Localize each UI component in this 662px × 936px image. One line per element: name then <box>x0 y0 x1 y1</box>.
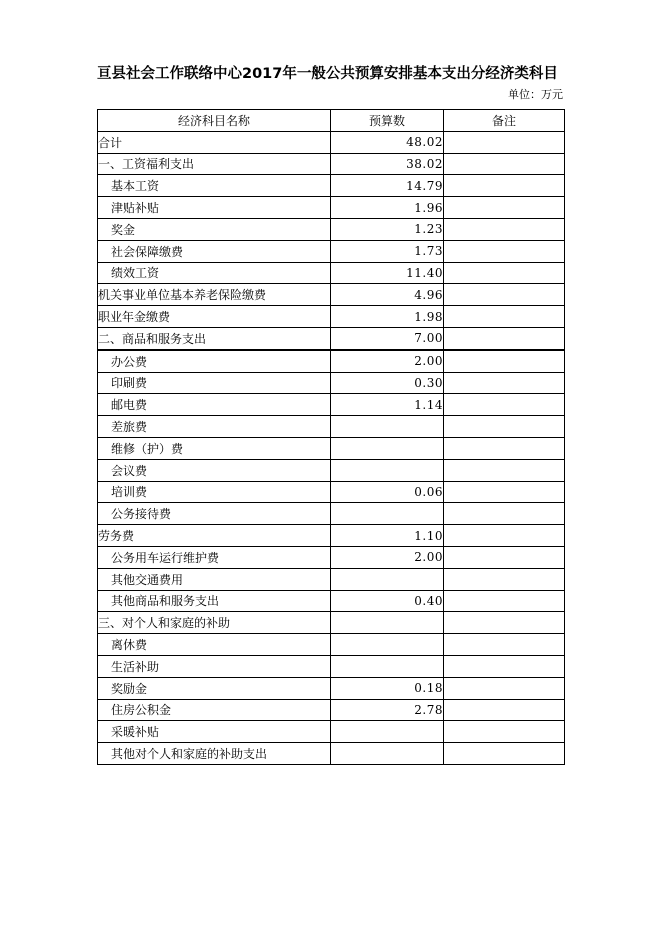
row-item-name: 基本工资 <box>98 175 331 197</box>
row-item-name: 二、商品和服务支出 <box>98 327 331 349</box>
table-row <box>98 568 565 590</box>
row-budget-value: 38.02 <box>331 153 444 175</box>
table-row <box>98 655 565 677</box>
row-item-name: 培训费 <box>98 481 331 503</box>
row-budget-value <box>331 743 444 765</box>
row-budget-value: 4.96 <box>331 284 444 306</box>
row-budget-value: 1.98 <box>331 306 444 328</box>
row-item-name: 奖励金 <box>98 677 331 699</box>
table-row <box>98 131 565 153</box>
header-budget: 预算数 <box>331 110 444 132</box>
row-note <box>444 240 565 262</box>
table-row <box>98 743 565 765</box>
row-note <box>444 655 565 677</box>
row-item-name: 差旅费 <box>98 416 331 438</box>
row-budget-value: 14.79 <box>331 175 444 197</box>
row-note <box>444 743 565 765</box>
row-budget-value <box>331 459 444 481</box>
table-row <box>98 634 565 656</box>
row-item-name: 邮电费 <box>98 394 331 416</box>
row-item-name: 一、工资福利支出 <box>98 153 331 175</box>
table-row <box>98 612 565 634</box>
row-note <box>444 306 565 328</box>
row-item-name: 社会保障缴费 <box>98 240 331 262</box>
row-item-name: 公务接待费 <box>98 503 331 525</box>
table-body <box>98 131 565 764</box>
table-row <box>98 481 565 503</box>
table-row <box>98 503 565 525</box>
row-note <box>444 525 565 547</box>
header-row <box>98 110 565 132</box>
row-item-name: 离休费 <box>98 634 331 656</box>
row-item-name: 合计 <box>98 131 331 153</box>
row-item-name: 其他交通费用 <box>98 568 331 590</box>
row-note <box>444 590 565 612</box>
row-note <box>444 546 565 568</box>
table-row <box>98 721 565 743</box>
row-note <box>444 394 565 416</box>
header-note: 备注 <box>444 110 565 132</box>
row-budget-value: 1.10 <box>331 525 444 547</box>
row-note <box>444 284 565 306</box>
table-row <box>98 153 565 175</box>
row-note <box>444 416 565 438</box>
row-budget-value <box>331 721 444 743</box>
row-budget-value: 1.96 <box>331 197 444 219</box>
table-row <box>98 306 565 328</box>
row-budget-value: 0.30 <box>331 372 444 394</box>
row-note <box>444 131 565 153</box>
page-title: 亘县社会工作联络中心2017年一般公共预算安排基本支出分经济类科目 <box>97 66 558 82</box>
row-item-name: 采暖补贴 <box>98 721 331 743</box>
row-budget-value <box>331 634 444 656</box>
table-row <box>98 240 565 262</box>
table-row <box>98 327 565 349</box>
row-note <box>444 699 565 721</box>
row-note <box>444 437 565 459</box>
table-row <box>98 525 565 547</box>
row-budget-value <box>331 612 444 634</box>
row-budget-value: 1.73 <box>331 240 444 262</box>
row-note <box>444 721 565 743</box>
row-note <box>444 327 565 349</box>
row-note <box>444 568 565 590</box>
row-note <box>444 634 565 656</box>
row-item-name: 印刷费 <box>98 372 331 394</box>
row-note <box>444 175 565 197</box>
row-item-name: 三、对个人和家庭的补助 <box>98 612 331 634</box>
row-item-name: 生活补助 <box>98 655 331 677</box>
row-budget-value: 0.18 <box>331 677 444 699</box>
unit-label: 单位：万元 <box>508 88 563 101</box>
row-item-name: 公务用车运行维护费 <box>98 546 331 568</box>
budget-table <box>97 109 565 765</box>
row-note <box>444 262 565 284</box>
row-item-name: 绩效工资 <box>98 262 331 284</box>
row-item-name: 劳务费 <box>98 525 331 547</box>
row-item-name: 津贴补贴 <box>98 197 331 219</box>
row-budget-value: 2.78 <box>331 699 444 721</box>
row-budget-value <box>331 416 444 438</box>
row-budget-value <box>331 437 444 459</box>
row-item-name: 职业年金缴费 <box>98 306 331 328</box>
table-row <box>98 699 565 721</box>
table-row <box>98 546 565 568</box>
table-row <box>98 372 565 394</box>
row-budget-value: 7.00 <box>331 327 444 349</box>
row-item-name: 其他商品和服务支出 <box>98 590 331 612</box>
row-item-name: 维修（护）费 <box>98 437 331 459</box>
table-row <box>98 394 565 416</box>
table-row <box>98 175 565 197</box>
row-item-name: 机关事业单位基本养老保险缴费 <box>98 284 331 306</box>
row-budget-value: 11.40 <box>331 262 444 284</box>
row-note <box>444 612 565 634</box>
row-note <box>444 350 565 372</box>
table-row <box>98 284 565 306</box>
row-note <box>444 153 565 175</box>
table-row <box>98 218 565 240</box>
table-row <box>98 262 565 284</box>
row-note <box>444 218 565 240</box>
row-budget-value: 2.00 <box>331 546 444 568</box>
row-item-name: 其他对个人和家庭的补助支出 <box>98 743 331 765</box>
row-item-name: 奖金 <box>98 218 331 240</box>
table-row <box>98 437 565 459</box>
row-budget-value <box>331 503 444 525</box>
header-item-name: 经济科目名称 <box>98 110 331 132</box>
row-note <box>444 372 565 394</box>
table-row <box>98 416 565 438</box>
row-budget-value: 1.23 <box>331 218 444 240</box>
table-row <box>98 590 565 612</box>
table-row <box>98 350 565 372</box>
row-note <box>444 459 565 481</box>
row-note <box>444 481 565 503</box>
row-budget-value: 48.02 <box>331 131 444 153</box>
row-budget-value <box>331 655 444 677</box>
row-note <box>444 197 565 219</box>
row-budget-value: 2.00 <box>331 350 444 372</box>
row-note <box>444 503 565 525</box>
table-row <box>98 459 565 481</box>
row-item-name: 办公费 <box>98 350 331 372</box>
table-row <box>98 677 565 699</box>
row-item-name: 住房公积金 <box>98 699 331 721</box>
row-budget-value: 0.40 <box>331 590 444 612</box>
row-item-name: 会议费 <box>98 459 331 481</box>
row-budget-value <box>331 568 444 590</box>
table-row <box>98 197 565 219</box>
row-budget-value: 0.06 <box>331 481 444 503</box>
row-budget-value: 1.14 <box>331 394 444 416</box>
row-note <box>444 677 565 699</box>
